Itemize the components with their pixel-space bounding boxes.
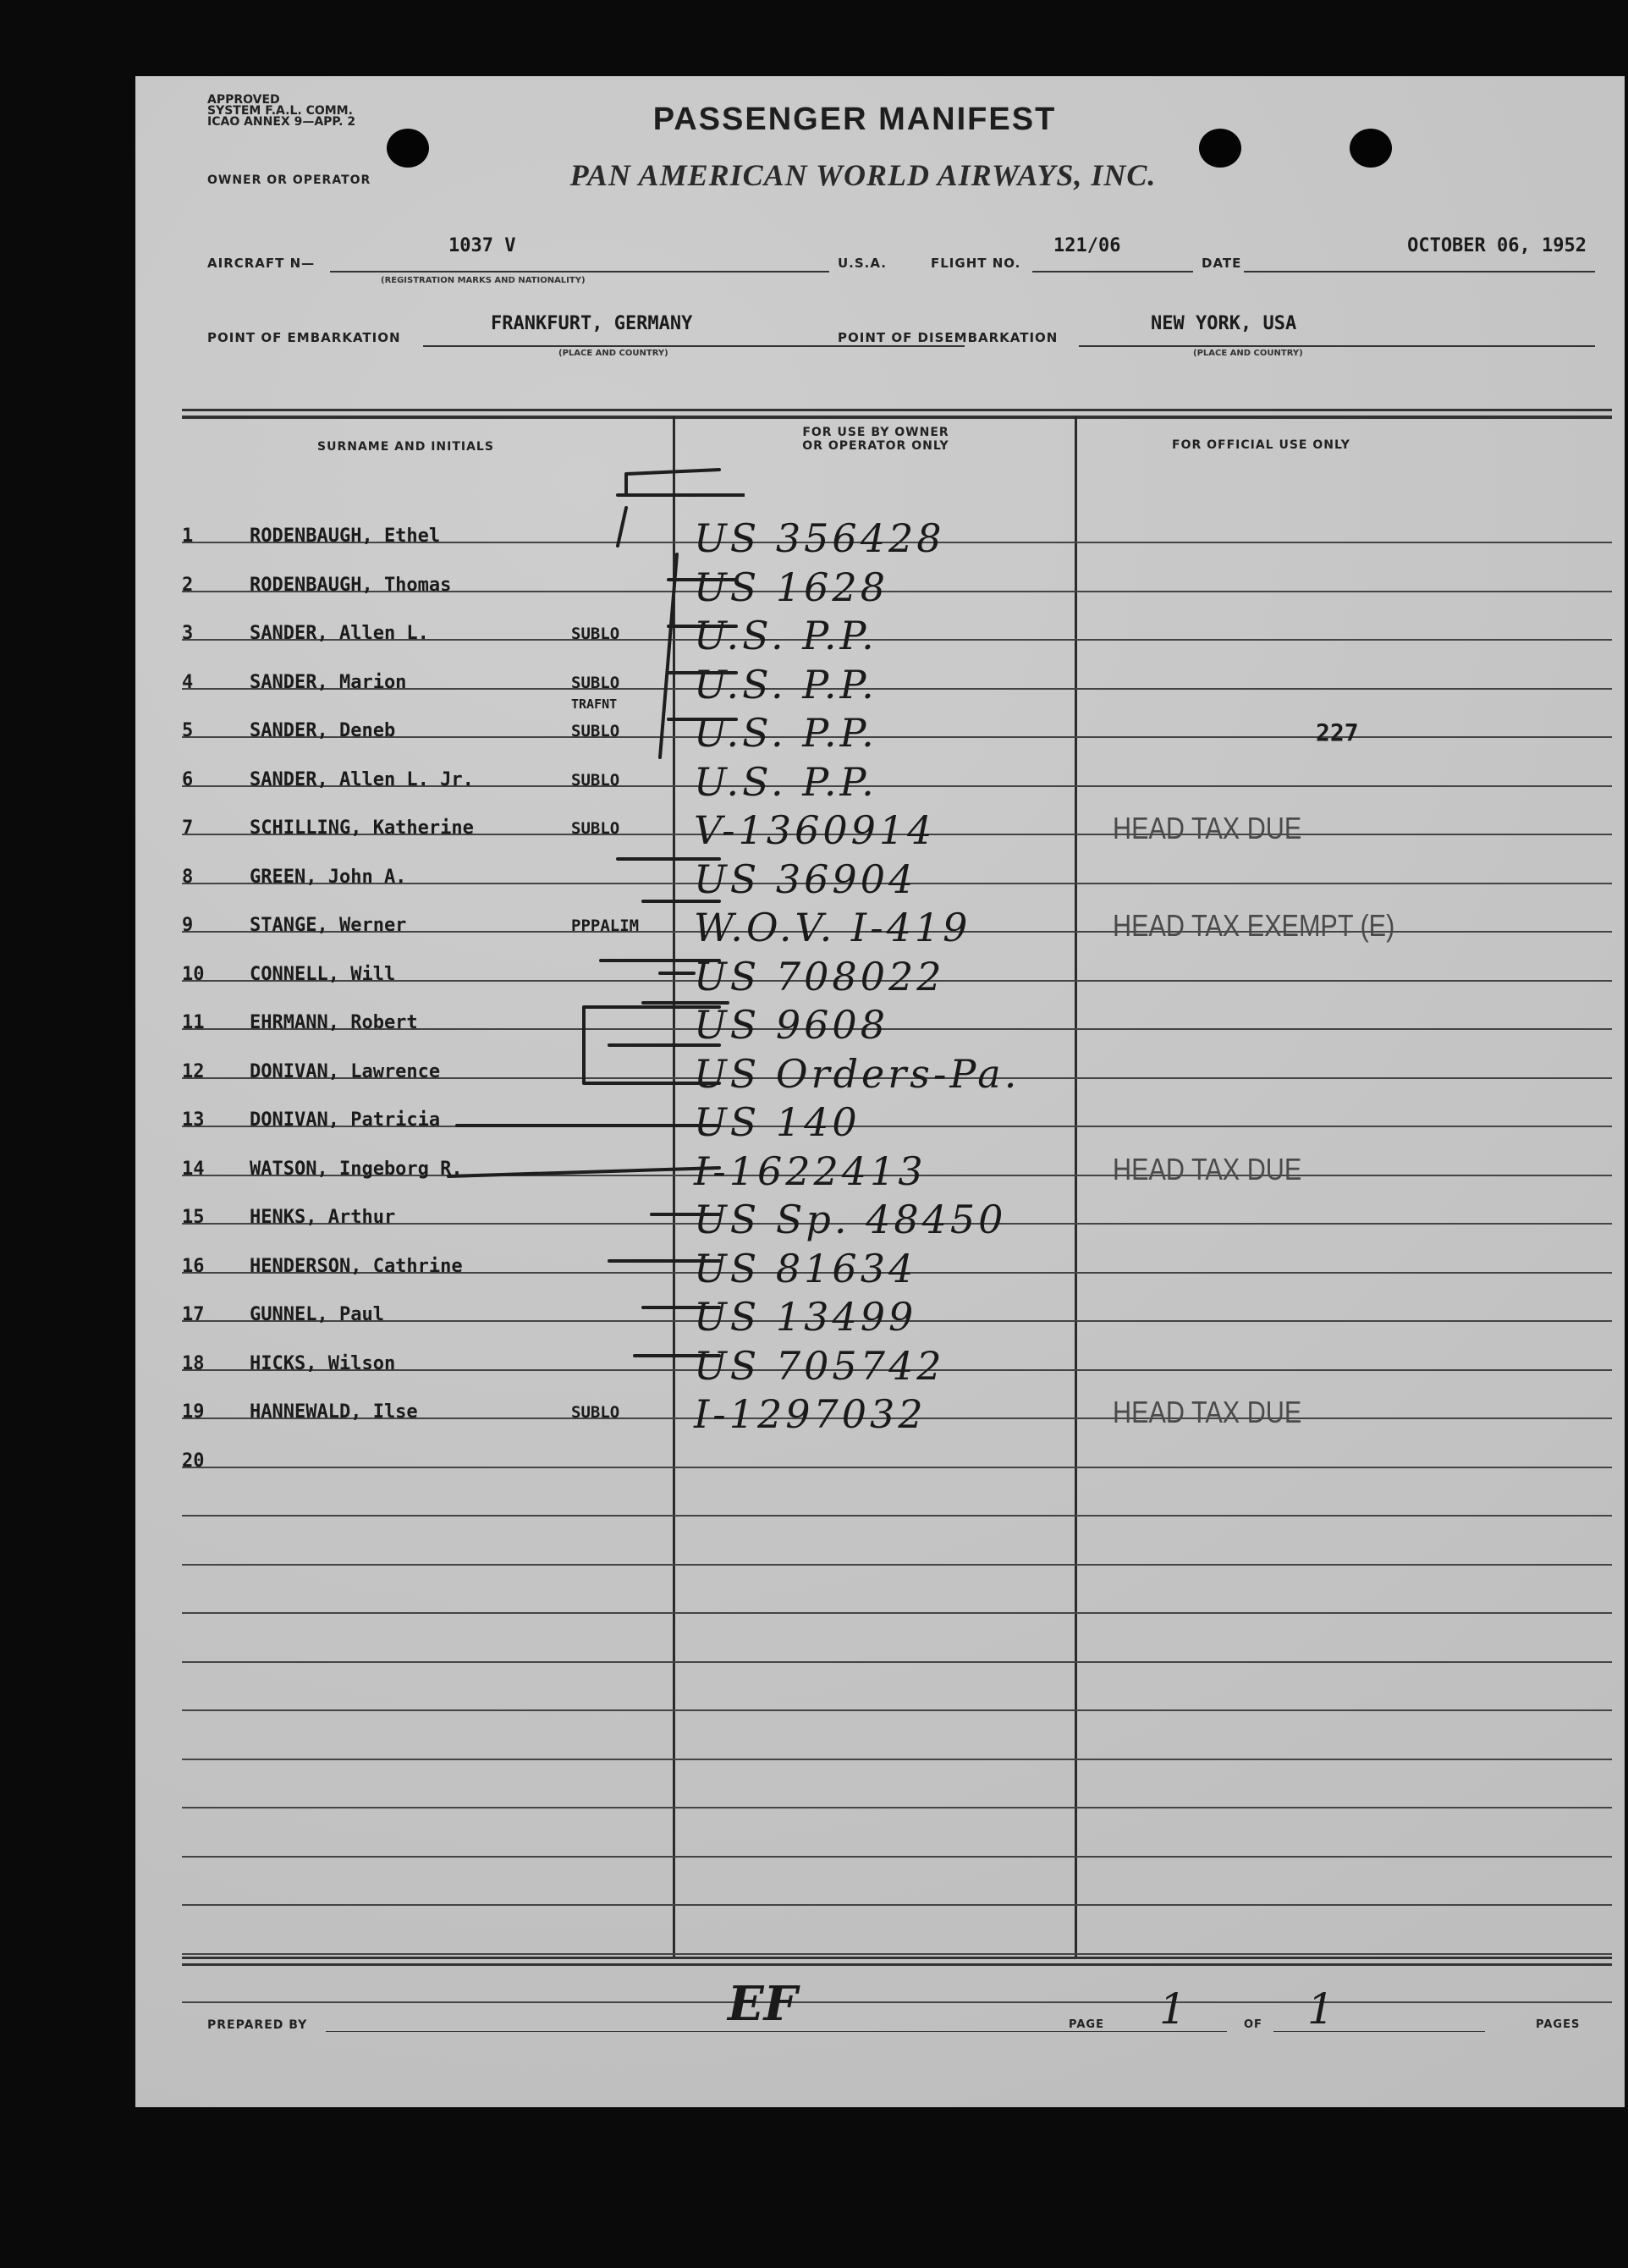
column-header-owner-line2: OR OPERATOR ONLY	[802, 439, 949, 453]
passport-number: US 356428	[694, 515, 945, 561]
passport-number: US 36904	[694, 856, 917, 902]
column-header-owner-line1: FOR USE BY OWNER	[802, 426, 949, 439]
punch-hole	[387, 129, 429, 168]
date-value: OCTOBER 06, 1952	[1407, 235, 1587, 256]
passenger-name: SANDER, Marion	[250, 671, 407, 693]
passport-number: I-1622413	[694, 1148, 927, 1194]
passport-number: I-1297032	[694, 1391, 927, 1437]
passenger-tag: SUBLO	[571, 625, 620, 643]
official-stamp: HEAD TAX DUE	[1113, 1395, 1302, 1429]
passenger-name: HENKS, Arthur	[250, 1207, 396, 1228]
row-number: 2	[182, 574, 194, 596]
passenger-tag: SUBLO	[571, 819, 620, 838]
row-rule	[182, 1807, 1612, 1808]
approval-line: ICAO ANNEX 9—APP. 2	[207, 115, 356, 129]
row-number: 9	[182, 915, 194, 936]
table-row	[135, 1391, 1625, 1447]
passenger-name: CONNELL, Will	[250, 963, 396, 985]
passenger-name: GREEN, John A.	[250, 866, 407, 888]
row-number: 12	[182, 1060, 205, 1082]
passenger-name: STANGE, Werner	[250, 915, 407, 936]
passenger-tag: SUBLO	[571, 1403, 620, 1422]
row-rule	[182, 1709, 1612, 1711]
embarkation-label: POINT OF EMBARKATION	[207, 330, 401, 345]
table-row	[135, 564, 1625, 620]
official-number: 227	[1316, 718, 1359, 746]
passenger-name: HENDERSON, Cathrine	[250, 1255, 463, 1277]
passenger-name: EHRMANN, Robert	[250, 1012, 418, 1033]
page-title: PASSENGER MANIFEST	[652, 102, 1057, 137]
passenger-name: DONIVAN, Lawrence	[250, 1060, 441, 1082]
row-rule	[182, 1856, 1612, 1858]
aircraft-value: 1037 V	[448, 235, 516, 256]
row-number: 1	[182, 526, 194, 547]
row-rule	[182, 1515, 1612, 1517]
row-number: 11	[182, 1012, 205, 1033]
passport-number: US 705742	[694, 1342, 945, 1389]
passport-number: US 140	[694, 1099, 861, 1145]
passport-number: U.S. P.P.	[694, 758, 877, 805]
row-number: 5	[182, 720, 194, 741]
passport-number: W.O.V. I-419	[694, 905, 971, 950]
disembarkation-value: NEW YORK, USA	[1151, 313, 1297, 334]
row-number: 16	[182, 1255, 205, 1277]
passenger-name: SCHILLING, Katherine	[250, 817, 474, 839]
row-number: 6	[182, 768, 194, 790]
punch-hole	[1350, 129, 1392, 168]
punch-hole	[1199, 129, 1241, 168]
preparer-initials: EF	[728, 1976, 798, 2032]
row-number: 18	[182, 1352, 205, 1374]
passenger-tag: PPPALIM	[571, 917, 640, 935]
total-pages: 1	[1307, 1984, 1334, 2034]
row-rule	[182, 1612, 1612, 1614]
row-rule	[182, 1953, 1612, 1955]
row-number: 15	[182, 1207, 205, 1228]
row-rule	[182, 2001, 1612, 2003]
row-rule	[182, 1904, 1612, 1906]
transit-note: TRAFNT	[571, 696, 618, 712]
column-header-owner	[677, 426, 1075, 453]
official-stamp: HEAD TAX DUE	[1113, 811, 1302, 845]
passenger-name: RODENBAUGH, Thomas	[250, 574, 452, 596]
passport-number: US Sp. 48450	[694, 1197, 1007, 1242]
of-label: OF	[1244, 2018, 1262, 2031]
approval-line: SYSTEM F.A.L. COMM.	[207, 104, 353, 118]
date-label: DATE	[1202, 256, 1242, 271]
flight-label: FLIGHT NO.	[931, 256, 1021, 271]
passport-number: US 708022	[694, 953, 945, 999]
passenger-name: WATSON, Ingeborg R.	[250, 1158, 463, 1180]
page-number: 1	[1159, 1984, 1186, 2034]
official-stamp: HEAD TAX EXEMPT (E)	[1113, 908, 1395, 943]
passport-number: US 9608	[694, 1002, 888, 1048]
row-number: 3	[182, 623, 194, 644]
flight-value: 121/06	[1053, 235, 1121, 256]
table-row	[135, 613, 1625, 669]
passenger-name: HANNEWALD, Ilse	[250, 1401, 418, 1423]
owner-label: OWNER OR OPERATOR	[207, 173, 371, 187]
aircraft-label: AIRCRAFT N—	[207, 256, 316, 271]
table-row	[135, 1050, 1625, 1107]
airline-name: PAN AMERICAN WORLD AIRWAYS, INC.	[569, 158, 1157, 192]
row-number: 7	[182, 817, 194, 839]
column-header-official: FOR OFFICIAL USE ONLY	[1172, 438, 1350, 452]
passport-number: US 81634	[694, 1245, 917, 1291]
passport-number: U.S. P.P.	[694, 710, 877, 756]
embarkation-value: FRANKFURT, GERMANY	[491, 313, 693, 334]
manifest-sheet	[135, 76, 1625, 2107]
passenger-name: DONIVAN, Patricia	[250, 1109, 441, 1131]
aircraft-sub-label: (REGISTRATION MARKS AND NATIONALITY)	[381, 276, 586, 285]
disembarkation-sub-label: (PLACE AND COUNTRY)	[1193, 349, 1303, 358]
row-number: 10	[182, 963, 205, 985]
row-number: 17	[182, 1304, 205, 1325]
table-row	[135, 661, 1625, 718]
passenger-name: GUNNEL, Paul	[250, 1304, 384, 1325]
approval-block	[207, 95, 355, 128]
row-rule	[182, 1759, 1612, 1760]
table-row	[135, 710, 1625, 766]
passenger-name: SANDER, Deneb	[250, 720, 396, 741]
column-header-surname: SURNAME AND INITIALS	[317, 440, 494, 454]
page-label: PAGE	[1069, 2018, 1104, 2031]
passenger-name: HICKS, Wilson	[250, 1352, 396, 1374]
passenger-tag: SUBLO	[571, 770, 620, 790]
passenger-tag: SUBLO	[571, 722, 620, 740]
row-number: 4	[182, 671, 194, 693]
row-number: 20	[182, 1450, 205, 1472]
row-number: 13	[182, 1109, 205, 1131]
passenger-name: SANDER, Allen L.	[250, 623, 429, 644]
passenger-name: RODENBAUGH, Ethel	[250, 526, 441, 547]
passport-number: US 1628	[694, 564, 888, 610]
passport-number: U.S. P.P.	[694, 613, 877, 658]
row-number: 14	[182, 1158, 205, 1180]
official-stamp: HEAD TAX DUE	[1113, 1151, 1302, 1186]
passenger-name: SANDER, Allen L. Jr.	[250, 768, 474, 790]
row-rule	[182, 1661, 1612, 1663]
row-rule	[182, 1564, 1612, 1566]
pen-bracket-marks	[440, 922, 745, 1447]
row-number: 8	[182, 866, 194, 888]
usa-label: U.S.A.	[838, 256, 887, 271]
passport-number: US 13499	[694, 1294, 917, 1340]
passenger-tag: SUBLO	[571, 673, 620, 692]
prepared-by-label: PREPARED BY	[207, 2018, 308, 2032]
pages-label: PAGES	[1536, 2018, 1581, 2031]
disembarkation-label: POINT OF DISEMBARKATION	[838, 330, 1059, 345]
passport-number: V-1360914	[694, 807, 936, 853]
table-row	[135, 1447, 1625, 1496]
passport-number: US Orders-Pa.	[694, 1050, 1020, 1097]
passport-number: U.S. P.P.	[694, 661, 877, 707]
embarkation-sub-label: (PLACE AND COUNTRY)	[558, 349, 668, 358]
approval-line: APPROVED	[207, 93, 280, 107]
row-number: 19	[182, 1401, 205, 1423]
